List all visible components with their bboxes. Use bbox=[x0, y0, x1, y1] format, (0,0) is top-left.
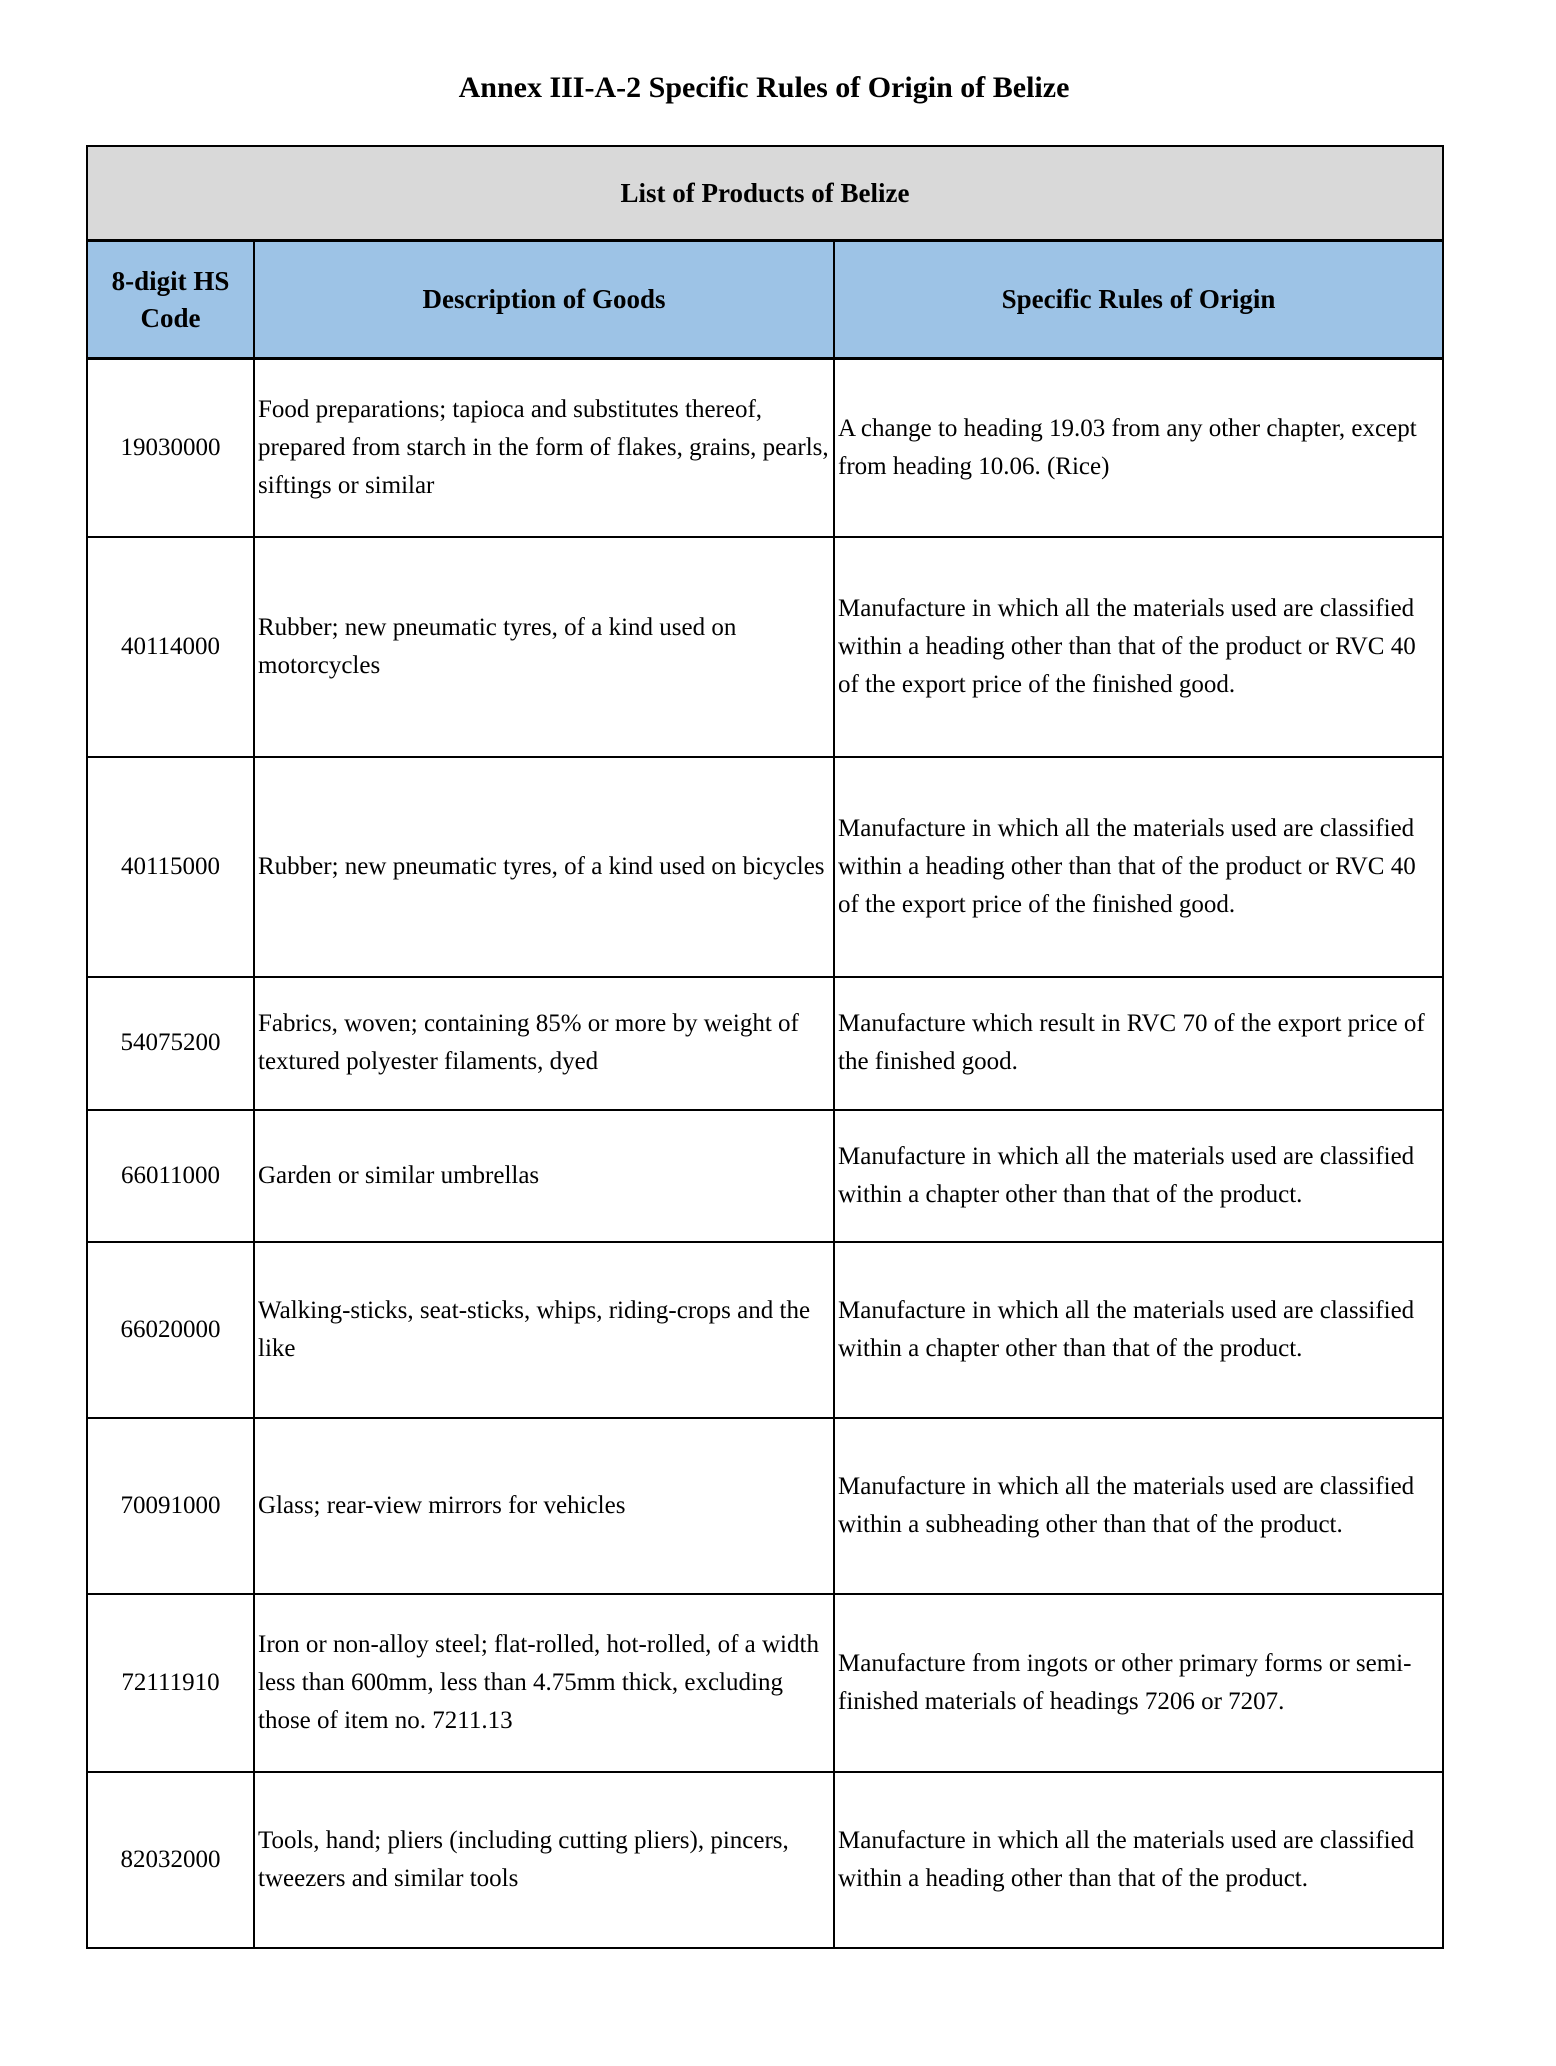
description-cell: Iron or non-alloy steel; flat-rolled, hot-rolled, of a width less than 600mm, less than 4.75mm thick, excluding those of item no. 7211.13 bbox=[254, 1594, 834, 1772]
rule-cell: Manufacture which result in RVC 70 of the export price of the finished good. bbox=[834, 977, 1443, 1110]
table-caption: List of Products of Belize bbox=[87, 146, 1443, 241]
rule-cell: Manufacture in which all the materials used are classified within a chapter other than that of the product. bbox=[834, 1110, 1443, 1242]
description-cell: Tools, hand; pliers (including cutting pliers), pincers, tweezers and similar tools bbox=[254, 1772, 834, 1948]
header-rule: Specific Rules of Origin bbox=[834, 241, 1443, 359]
rule-cell: Manufacture from ingots or other primary forms or semi-finished materials of headings 7206 or 7207. bbox=[834, 1594, 1443, 1772]
hs-code-cell: 40114000 bbox=[87, 537, 254, 757]
table-row bbox=[87, 1418, 1443, 1594]
hs-code-cell: 19030000 bbox=[87, 359, 254, 537]
rule-cell: Manufacture in which all the materials used are classified within a subheading other than that of the product. bbox=[834, 1418, 1443, 1594]
rule-cell: Manufacture in which all the materials used are classified within a heading other than that of the product or RVC 40 of the export price of the finished good. bbox=[834, 757, 1443, 977]
description-cell: Rubber; new pneumatic tyres, of a kind used on motorcycles bbox=[254, 537, 834, 757]
description-cell: Glass; rear-view mirrors for vehicles bbox=[254, 1418, 834, 1594]
table-row bbox=[87, 757, 1443, 977]
document-title: Annex III-A-2 Specific Rules of Origin of Belize bbox=[458, 71, 1070, 104]
table-row bbox=[87, 977, 1443, 1110]
table-row bbox=[87, 537, 1443, 757]
hs-code-cell: 70091000 bbox=[87, 1418, 254, 1594]
hs-code-cell: 54075200 bbox=[87, 977, 254, 1110]
table-row bbox=[87, 1772, 1443, 1948]
rule-cell: Manufacture in which all the materials used are classified within a heading other than that of the product. bbox=[834, 1772, 1443, 1948]
hs-code-cell: 66011000 bbox=[87, 1110, 254, 1242]
hs-code-cell: 72111910 bbox=[87, 1594, 254, 1772]
table-header-row bbox=[87, 241, 1443, 359]
header-description: Description of Goods bbox=[254, 241, 834, 359]
hs-code-cell: 82032000 bbox=[87, 1772, 254, 1948]
table-row bbox=[87, 1110, 1443, 1242]
description-cell: Fabrics, woven; containing 85% or more by weight of textured polyester filaments, dyed bbox=[254, 977, 834, 1110]
description-cell: Food preparations; tapioca and substitutes thereof, prepared from starch in the form of flakes, grains, pearls, siftings or similar bbox=[254, 359, 834, 537]
description-cell: Garden or similar umbrellas bbox=[254, 1110, 834, 1242]
description-cell: Walking-sticks, seat-sticks, whips, riding-crops and the like bbox=[254, 1242, 834, 1418]
description-cell: Rubber; new pneumatic tyres, of a kind used on bicycles bbox=[254, 757, 834, 977]
header-hs-code: 8-digit HS Code bbox=[87, 241, 254, 359]
table-caption-row bbox=[87, 146, 1443, 241]
rule-cell: Manufacture in which all the materials used are classified within a chapter other than that of the product. bbox=[834, 1242, 1443, 1418]
table-row bbox=[87, 1242, 1443, 1418]
hs-code-cell: 66020000 bbox=[87, 1242, 254, 1418]
hs-code-cell: 40115000 bbox=[87, 757, 254, 977]
rule-cell: Manufacture in which all the materials used are classified within a heading other than that of the product or RVC 40 of the export price of the finished good. bbox=[834, 537, 1443, 757]
table-row bbox=[87, 1594, 1443, 1772]
rule-cell: A change to heading 19.03 from any other chapter, except from heading 10.06. (Rice) bbox=[834, 359, 1443, 537]
table-row bbox=[87, 359, 1443, 537]
rules-of-origin-table bbox=[86, 145, 1444, 1949]
